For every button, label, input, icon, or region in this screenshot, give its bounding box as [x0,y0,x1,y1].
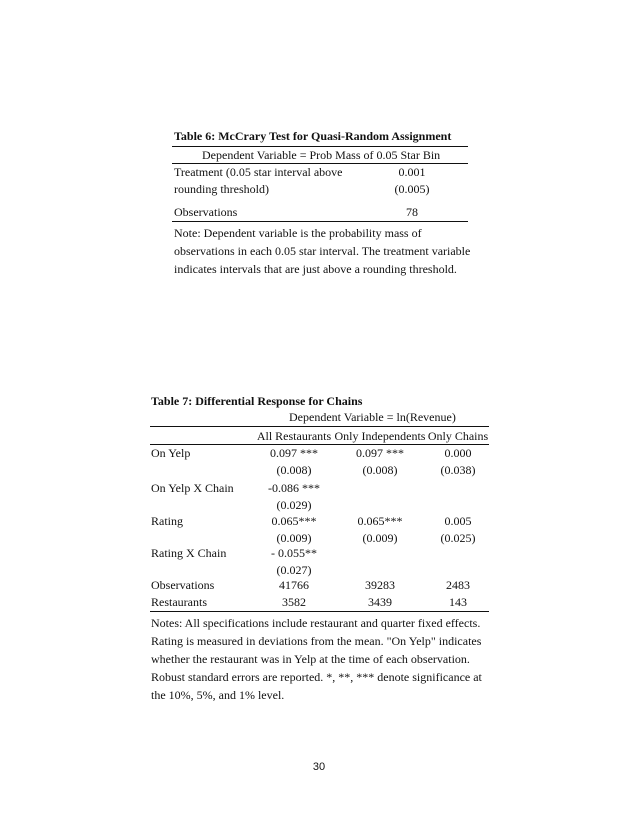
row-label-on-yelp: On Yelp [151,446,191,460]
table-6-row-label-1: Treatment (0.05 star interval above [174,165,343,179]
table-6-title: Table 6: McCrary Test for Quasi-Random Assignment [174,129,452,143]
table-cell: 39283 [365,578,395,592]
table-cell: 0.005 [444,514,472,528]
table-cell: (0.008) [362,463,398,477]
table-7-dep-var: Dependent Variable = ln(Revenue) [289,410,456,424]
table-6-dep-var: Dependent Variable = Prob Mass of 0.05 Star Bin [202,148,441,162]
table-7-header-rule [150,444,489,445]
table-6-se: (0.005) [394,182,430,196]
table-6-row-label-2: rounding threshold) [174,182,269,196]
table-cell: (0.008) [276,463,312,477]
col-header-only-independents: Only Independents [334,429,426,443]
row-label-rating-x-chain: Rating X Chain [151,546,227,560]
table-6-obs-label: Observations [174,205,238,219]
table-7-note-4: Robust standard errors are reported. *, **, *** denote significance at [151,670,482,684]
table-cell: 0.065*** [271,514,317,528]
table-cell: -0.086 *** [268,481,320,495]
table-cell: (0.027) [276,563,312,577]
table-cell: (0.009) [362,531,398,545]
table-6-note-2: observations in each 0.05 star interval. The treatment variable [174,244,471,258]
table-cell: 0.097 *** [270,446,318,460]
table-cell: 41766 [279,578,309,592]
table-cell: 3439 [368,595,392,609]
table-7-bottom-rule [150,611,489,612]
table-6-obs-value: 78 [406,205,418,219]
table-cell: 0.097 *** [356,446,404,460]
table-cell: (0.038) [440,463,476,477]
table-6-top-rule [172,146,468,147]
table-7-title: Table 7: Differential Response for Chains [151,394,363,408]
table-cell: 3582 [282,595,306,609]
table-7-note-1: Notes: All specifications include restaurant and quarter fixed effects. [151,616,481,630]
page-number: 30 [312,761,326,773]
table-7-note-3: whether the restaurant was in Yelp at the time of each observation. [151,652,470,666]
table-6-header-rule [172,163,468,164]
table-cell: 0.000 [444,446,472,460]
table-cell: 2483 [446,578,470,592]
row-label-rating: Rating [151,514,183,528]
row-label-observations: Observations [151,578,215,592]
col-header-all-restaurants: All Restaurants [256,429,332,443]
row-label-on-yelp-x-chain: On Yelp X Chain [151,481,234,495]
table-cell: 0.065*** [357,514,403,528]
table-cell: - 0.055** [271,546,317,560]
table-7-note-2: Rating is measured in deviations from the mean. "On Yelp" indicates [151,634,482,648]
table-cell: (0.025) [440,531,476,545]
table-6-note-3: indicates intervals that are just above a rounding threshold. [174,262,457,276]
table-6-note-1: Note: Dependent variable is the probability mass of [174,226,422,240]
row-label-restaurants: Restaurants [151,595,207,609]
col-header-only-chains: Only Chains [427,429,489,443]
table-6-coef: 0.001 [398,165,426,179]
table-cell: (0.009) [276,531,312,545]
table-cell: (0.029) [276,498,312,512]
table-7-top-rule [150,426,489,427]
table-cell: 143 [449,595,467,609]
table-7-note-5: the 10%, 5%, and 1% level. [151,688,285,702]
table-6-bottom-rule [172,221,468,222]
